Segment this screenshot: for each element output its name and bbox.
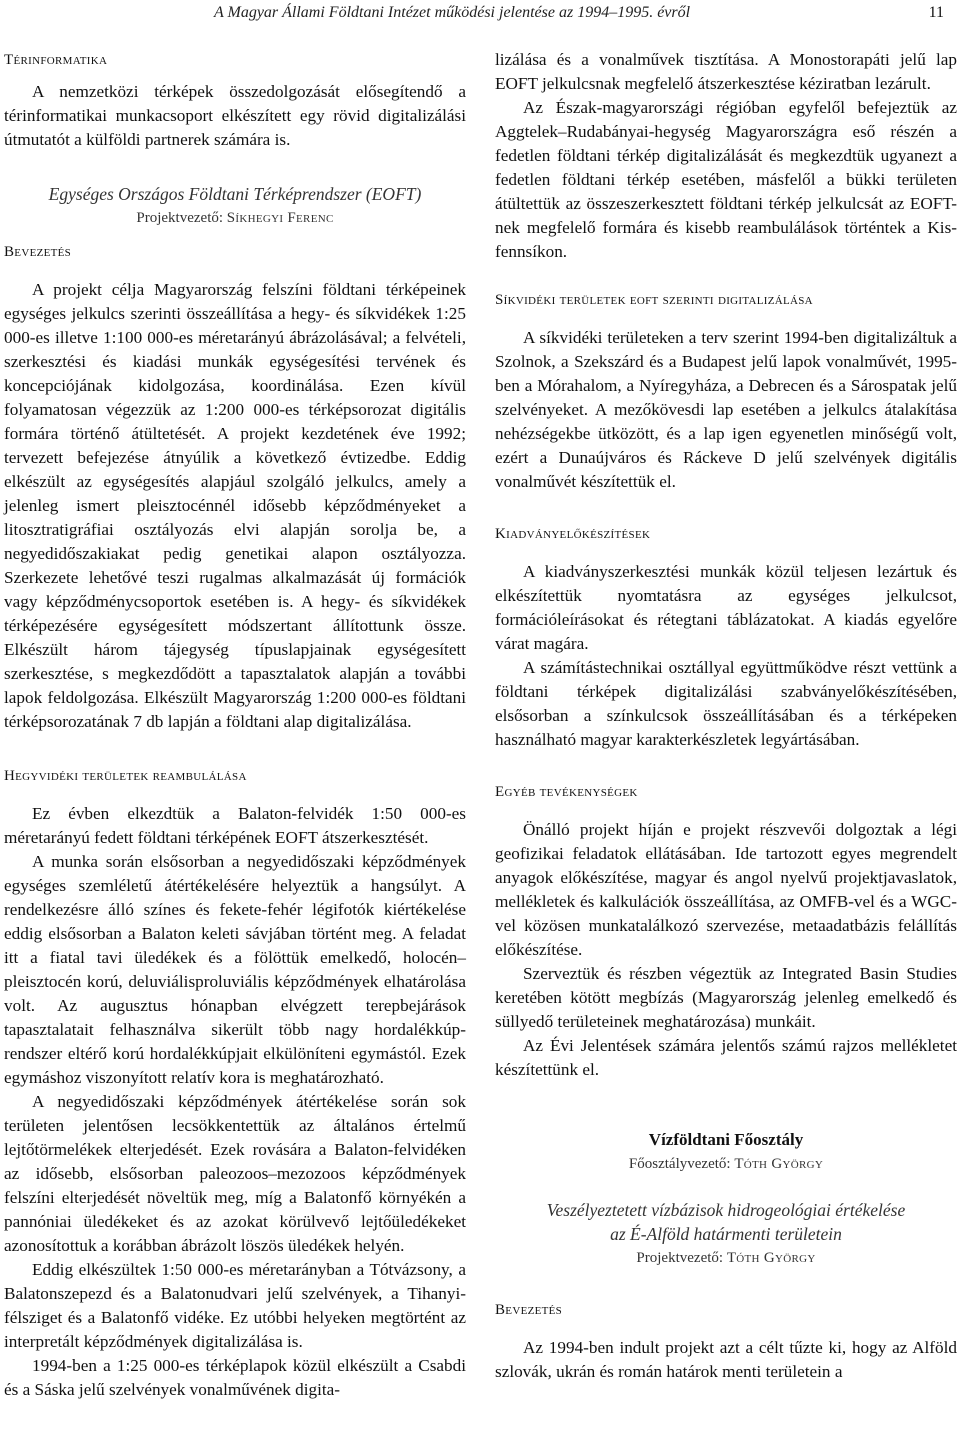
paragraph: A számítástechnikai osztállyal együttműködve részt vettünk a földtani térképek digitalizálási szabványelőkészítésében, elsősorban a színkulcsok összeállításában és a térképeken használható magyar karakterkészletek legyártásában. bbox=[495, 658, 957, 749]
paragraph: A projekt célja Magyarország felszíni földtani térképeinek egységes jelkulcs szerinti összeállítása a hegy- és síkvidékek 1:25 000-es illetve 1:100 000-es méretarányú ábrázolásával; a felvételi, szerkesztési és kiadási munkák egységesítési tervének és koncepciójának kidolgozása, koordinálása. Ezen kívül folyamatosan végezzük az 1:200 000-es térképsorozat digitális formára történő átültetését. A projekt kezdetének éve 1992; tervezett befejezése átnyúlik a következő évtizedbe. Eddig elkészült az egységesítés alapjául szolgáló jelkulcs, amely a jelenleg ismert pleisztocénnél idősebb képződményeket a litosztratigráfiai osztályozás elvi alapján sorolja be, a negyedidőszakiakat pedig genetikai alapon osztályozza. Szerkezete lehetővé teszi rugalmas alkalmazását új formációk vagy képződménycsoportok esetében is. A hegy- és síkvidékek térképezésére egységesített módszertant állítottunk össze. Elkészült három tájegység típuslapjainak egységesített szerkesztése, s megkezdődött a tapasztalatok alapján a további lapok feldolgozása. Elkészült Magyarország 1:200 000-es földtani térképsorozatának 7 db lapján a földtani alap digitalizálása. bbox=[4, 280, 466, 731]
section-heading-terinformatika: Térinformatika bbox=[4, 52, 108, 68]
department-head bbox=[495, 1152, 957, 1176]
project2-title-line2: az É-Alföld határmenti területein bbox=[610, 1224, 842, 1244]
paragraph: A munka során elsősorban a negyedidőszaki képződmények egységes szemléletű átértékelésére helyeztük a hangsúlyt. A rendelkezésre álló színes és fekete-fehér légifotók kiértékelése eddig elsősorban a Balaton keleti sávjában történt meg. A feladat itt a fiatal tavi üledékek és a fölöttük emelkedő, holocén–pleisztocén korú, deluviálisproluviális képződmények elhatárolása volt. Az augusztus hónapban elvégzett terepbejárások tapasztalatait felhasználva sikerült több nagy hordalékkúp-rendszer eltérő korú hordalékkúpjait elkülöníteni egymástól. Ezek egymáshoz viszonyított relatív kora is meghatározható. bbox=[4, 852, 466, 1087]
paragraph: Az Észak-magyarországi régióban egyfelől befejeztük az Aggtelek–Rudabányai-hegység Magyarországra eső részén a fedetlen földtani térkép digitalizálását és megkezdtük ugyanezt a fedetlen földtani térkép esetében, másfelől a bükki területen átültettük az összeszerkesztett földtani térkép jelkulcsát az EOFT-nek megfelelő formára és kisebb reambulálások történtek a Kis-fennsíkon. bbox=[495, 98, 957, 261]
section-heading-bevezetes2: Bevezetés bbox=[495, 1302, 563, 1318]
paragraph: Eddig elkészültek 1:50 000-es méretarányban a Tótvázsony, a Balatonszepezd és a Balatonudvari jelű szelvények, a Tihanyi-félsziget és a Balatonfő vidéke. Ez utóbbi helyeken megtörtént az interpretált képződmények digitalizálása is. bbox=[4, 1260, 466, 1351]
project2-lead-label: Projektvezető: bbox=[636, 1250, 727, 1266]
left-column bbox=[4, 40, 466, 1402]
paragraph: lizálása és a vonalművek tisztítása. A Monostorapáti jelű lap EOFT jelkulcsnak megfelelő átszerkesztése kéziratban lezárult. bbox=[495, 50, 957, 93]
project2-lead bbox=[495, 1246, 957, 1270]
project2-title-line1: Veszélyeztetett vízbázisok hidrogeológiai értékelése bbox=[546, 1200, 906, 1220]
paragraph: Az Évi Jelentések számára jelentős számú rajzos mellékletet készítettünk el. bbox=[495, 1036, 957, 1079]
department-head-label: Főosztályvezető: bbox=[628, 1156, 735, 1172]
department-name: Vízföldtani Főosztály bbox=[648, 1130, 804, 1149]
paragraph: A kiadványszerkesztési munkák közül teljesen lezártuk és elkészítettük nyomtatásra az egységes jelkulcsot, formációleírásokat és rétegtani táblázatokat. A kiadás egyelőre várat magára. bbox=[495, 562, 957, 653]
section-heading-kiadvany: Kiadványelőkészítések bbox=[495, 526, 651, 542]
department-head-name: Tóth György bbox=[734, 1156, 824, 1172]
project-lead-label: Projektvezető: bbox=[136, 210, 227, 226]
paragraph: A nemzetközi térképek összedolgozását elősegítendő a térinformatikai munkacsoport elkészített egy rövid digitalizálási útmutatót a külföldi partnerek számára is. bbox=[4, 82, 466, 149]
paragraph: A síkvidéki területeken a terv szerint 1994-ben digitalizáltuk a Szolnok, a Szekszárd és a Budapest jelű lapok vonalművét, 1995-ben a Mórahalom, a Nyíregyháza, a Debrecen és a Sárospatak jelű szelvényeket. A mezőkövesdi lap esetében a jelkulcs átalakítása nehézségekbe ütközött, és a lap igen egyenetlen minőségű volt, ezért a Dunaújváros és Ráckeve D jelű szelvények digitális vonalművét készítettük el. bbox=[495, 328, 957, 491]
paragraph: A negyedidőszaki képződmények átértékelése során sok területen jelentősen lecsökkentettük az általános értelmű lejtőtörmelékek elterjedését. Ezek rovására a Balaton-felvidéken az idősebb, elsősorban paleozoos–mezozoos képződmények felszíni elterjedését növeltük meg, míg a Balatonfő környékén a pannóniai üledékeket és az azokat körülvevő lejtőüledékeket azonosítottuk a korábban ábrázolt löszös üledékek helyén. bbox=[4, 1092, 466, 1255]
right-column bbox=[495, 40, 957, 1384]
section-heading-bevezetes: Bevezetés bbox=[4, 244, 72, 260]
paragraph: 1994-ben a 1:25 000-es térképlapok közül elkészült a Csabdi és a Sáska jelű szelvények vonalművének digita- bbox=[4, 1356, 466, 1399]
paragraph: Ez évben elkezdtük a Balaton-felvidék 1:50 000-es méretarányú fedett földtani térképének EOFT átszerkesztését. bbox=[4, 804, 466, 847]
section-heading-hegyvideki: Hegyvidéki területek reambulálása bbox=[4, 768, 247, 784]
running-title: A Magyar Állami Földtani Intézet működési jelentése az 1994–1995. évről bbox=[214, 4, 691, 21]
page-number: 11 bbox=[928, 4, 944, 21]
running-header bbox=[0, 4, 960, 30]
project2-lead-name: Tóth György bbox=[726, 1250, 816, 1266]
paragraph: Önálló projekt híján e projekt részvevői dolgoztak a légi geofizikai feladatok ellátásában. Ide tartozott egyes megrendelt anyagok előkészítése, magyar és angol nyelvű projektjavaslatok, mellékletek és kalkulációk összeállítása, az OMFB-vel és a WGC-vel közösen munkatalálkozó szervezése, metaadatbázis felállítás előkészítése. bbox=[495, 820, 957, 959]
project-title: Egységes Országos Földtani Térképrendszer (EOFT) bbox=[48, 184, 422, 204]
project-lead bbox=[4, 206, 466, 230]
section-heading-egyeb: Egyéb tevékenységek bbox=[495, 784, 638, 800]
paragraph: Az 1994-ben indult projekt azt a célt tűzte ki, hogy az Alföld szlovák, ukrán és román határok menti területein a bbox=[495, 1338, 957, 1381]
section-heading-sikvideki: Síkvidéki területek eoft szerinti digitalizálása bbox=[495, 292, 813, 308]
paragraph: Szerveztük és részben végeztük az Integrated Basin Studies keretében kötött megbízás (Magyarország jelenleg emelkedő és süllyedő területeinek meghatározása) munkáit. bbox=[495, 964, 957, 1031]
project-lead-name: Síkhegyi Ferenc bbox=[226, 210, 334, 226]
